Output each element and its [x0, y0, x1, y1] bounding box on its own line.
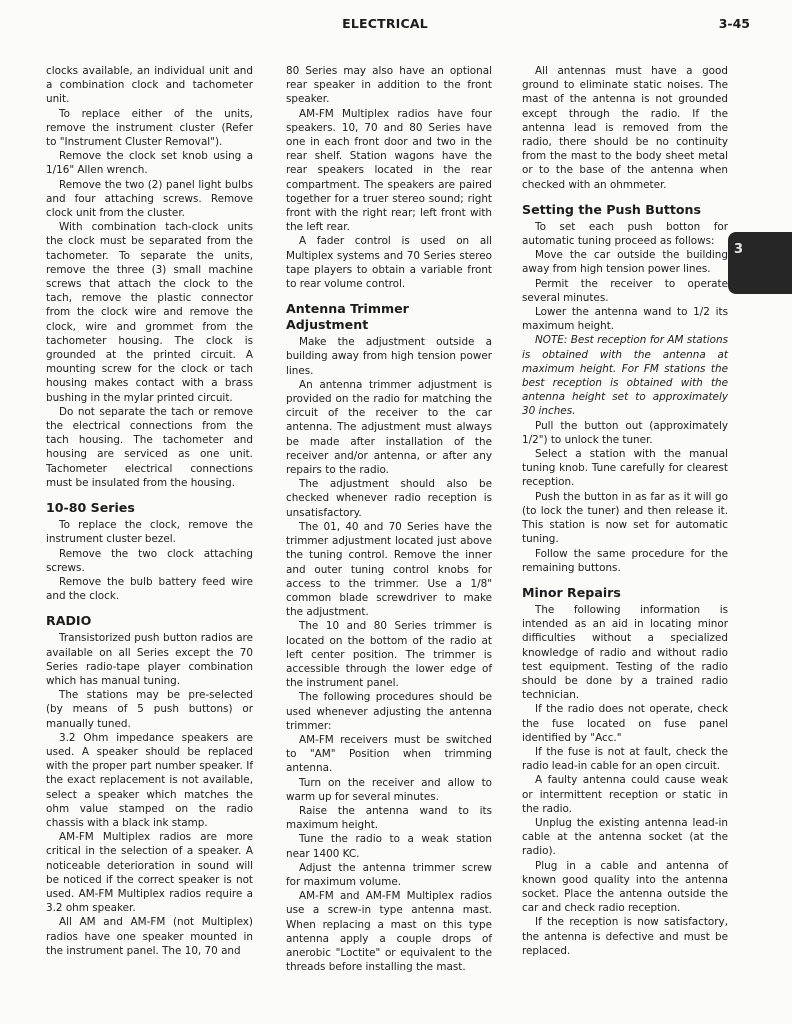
body-paragraph: Plug in a cable and antenna of known good quality into the antenna socket. Place the antenna outside the car and check radio reception. [522, 859, 728, 915]
body-paragraph: Remove the two clock attaching screws. [46, 547, 253, 574]
body-paragraph: Transistorized push button radios are available on all Series except the 70 Series radio-tape player combination which has manual tuning. [46, 632, 253, 687]
body-paragraph: If the reception is now satisfactory, the antenna is defective and must be replaced. [522, 916, 728, 957]
body-paragraph: The adjustment should also be checked whenever radio reception is unsatisfactory. [286, 478, 492, 519]
text-column-1 [46, 64, 253, 958]
body-paragraph: Follow the same procedure for the remaining buttons. [522, 547, 728, 574]
body-paragraph: To set each push botton for automatic tuning proceed as follows: [522, 220, 728, 248]
body-paragraph: AM-FM receivers must be switched to "AM" Position when trimming antenna. [286, 733, 492, 775]
body-paragraph: If the fuse is not at fault, check the radio lead-in cable for an open circuit. [522, 745, 728, 773]
body-paragraph: Tune the radio to a weak station near 1400 KC. [286, 833, 492, 860]
body-paragraph: To replace either of the units, remove the instrument cluster (Refer to "Instrument Cluster Removal"). [46, 107, 253, 149]
body-paragraph: An antenna trimmer adjustment is provided on the radio for matching the circuit of the receiver to the car antenna. The adjustment must always be made after installation of the receiver and/or antenna, or after any repairs to the radio. [286, 378, 492, 477]
section-tab-label: 3 [734, 242, 744, 257]
body-paragraph: Move the car outside the building away from high tension power lines. [522, 249, 728, 276]
body-paragraph: Turn on the receiver and allow to warm up for several minutes. [286, 776, 492, 803]
body-paragraph: Remove the clock set knob using a 1/16" Allen wrench. [46, 150, 253, 177]
body-paragraph: Remove the two (2) panel light bulbs and four attaching screws. Remove clock unit from the cluster. [46, 178, 253, 220]
body-paragraph: The stations may be pre-selected (by means of 5 push buttons) or manually tuned. [46, 689, 253, 730]
body-paragraph: Adjust the antenna trimmer screw for maximum volume. [286, 861, 492, 888]
section-heading: Setting the Push Buttons [522, 201, 702, 217]
section-title: ELECTRICAL [342, 16, 428, 31]
body-paragraph: Push the button in as far as it will go (to lock the tuner) and then release it. This station is now set for automatic tuning. [522, 490, 728, 546]
body-paragraph: With combination tach-clock units the clock must be separated from the tachometer. To separate the units, remove the three (3) small machine screws that attach the clock to the tach, remove the plastic connector from the clock wire and remove the clock, wire and grommet from the tachometer housing. The clock is grounded at the printed circuit. A mounting screw for the clock or tach housing makes contact with a brass bushing in the mylar printed circuit. [46, 221, 253, 404]
body-paragraph: The 01, 40 and 70 Series have the trimmer adjustment located just above the tuning control. Remove the inner and outer tuning control knobs for access to the trimmer. Use a 1/8" common blade screwdriver to make the adjustment. [286, 520, 492, 619]
body-paragraph: AM-FM Multiplex radios have four speakers. 10, 70 and 80 Series have one in each front door and two in the rear shelf. Station wagons have the rear speakers located in the rear compartment. The speakers are paired together for a truer stereo sound; right front with the right rear; left front with the left rear. [286, 107, 492, 234]
body-paragraph: All antennas must have a good ground to eliminate static noises. The mast of the antenna is not grounded except through the radio. If the antenna lead is removed from the radio, there should be no continuity from the mast to the body sheet metal or to the base of the antenna when checked with an ohmmeter. [522, 65, 728, 191]
page-number: 3-45 [718, 16, 750, 31]
body-paragraph: All AM and AM-FM (not Multiplex) radios have one speaker mounted in the instrument panel. The 10, 70 and [46, 916, 253, 957]
body-paragraph: The following information is intended as an aid in locating minor difficulties without a specialized knowledge of radio and without radio test equipment. Testing of the radio should be done by a trained radio technician. [522, 603, 728, 702]
section-heading: 10-80 Series [46, 500, 135, 516]
body-paragraph: A fader control is used on all Multiplex systems and 70 Series stereo tape players to obtain a variable front to rear volume control. [286, 235, 492, 291]
body-paragraph: To replace the clock, remove the instrument cluster bezel. [46, 519, 253, 546]
body-paragraph: Permit the receiver to operate several minutes. [522, 277, 728, 304]
body-paragraph: Remove the bulb battery feed wire and the clock. [46, 575, 253, 603]
body-paragraph: clocks available, an individual unit and a combination clock and tachometer unit. [46, 65, 253, 106]
body-paragraph: AM-FM and AM-FM Multiplex radios use a screw-in type antenna mast. When replacing a mast on this type antenna apply a couple drops of anerobic "Loctite" or equivalent to the threads before installing the mast. [286, 890, 492, 974]
section-tab [728, 232, 792, 294]
body-paragraph: The following procedures should be used whenever adjusting the antenna trimmer: [286, 691, 492, 732]
body-paragraph: Make the adjustment outside a building away from high tension power lines. [286, 336, 492, 377]
section-heading: Minor Repairs [522, 584, 621, 600]
section-heading: Antenna Trimmer Adjustment [286, 301, 409, 333]
body-paragraph: 3.2 Ohm impedance speakers are used. A speaker should be replaced with the proper part number speaker. If the exact replacement is not available, select a speaker which matches the ohm value stamped on the radio chassis with a black ink stamp. [46, 731, 253, 829]
body-paragraph: Unplug the existing antenna lead-in cable at the antenna socket (at the radio). [522, 816, 728, 858]
body-paragraph: Do not separate the tach or remove the electrical connections from the tach housing. The tachometer and housing are serviced as one unit. Tachometer electrical connections must be insulated from the housing. [46, 405, 253, 489]
note-paragraph: NOTE: Best reception for AM stations is obtained with the antenna at maximum height. For FM stations the best reception is obtained with the antenna height set to approximately 30 inches. [522, 334, 728, 418]
text-column-3 [522, 64, 728, 958]
body-paragraph: A faulty antenna could cause weak or intermittent reception or static in the radio. [522, 774, 728, 815]
section-heading: RADIO [46, 613, 92, 629]
body-paragraph: If the radio does not operate, check the fuse located on fuse panel identified by "Acc." [522, 703, 728, 744]
body-paragraph: The 10 and 80 Series trimmer is located on the bottom of the radio at left center position. The trimmer is accessible through the lower edge of the instrument panel. [286, 620, 492, 690]
body-paragraph: Raise the antenna wand to its maximum height. [286, 804, 492, 832]
body-paragraph: AM-FM Multiplex radios are more critical in the selection of a speaker. A noticeable deterioration in sound will be noticed if the correct speaker is not used. AM-FM Multiplex radios require a 3.2 ohm speaker. [46, 831, 253, 915]
text-column-2 [286, 64, 492, 974]
body-paragraph: 80 Series may also have an optional rear speaker in addition to the front speaker. [286, 65, 492, 106]
body-paragraph: Lower the antenna wand to 1/2 its maximum height. [522, 306, 728, 333]
body-paragraph: Select a station with the manual tuning knob. Tune carefully for clearest reception. [522, 448, 728, 489]
body-paragraph: Pull the button out (approximately 1/2") to unlock the tuner. [522, 419, 728, 446]
